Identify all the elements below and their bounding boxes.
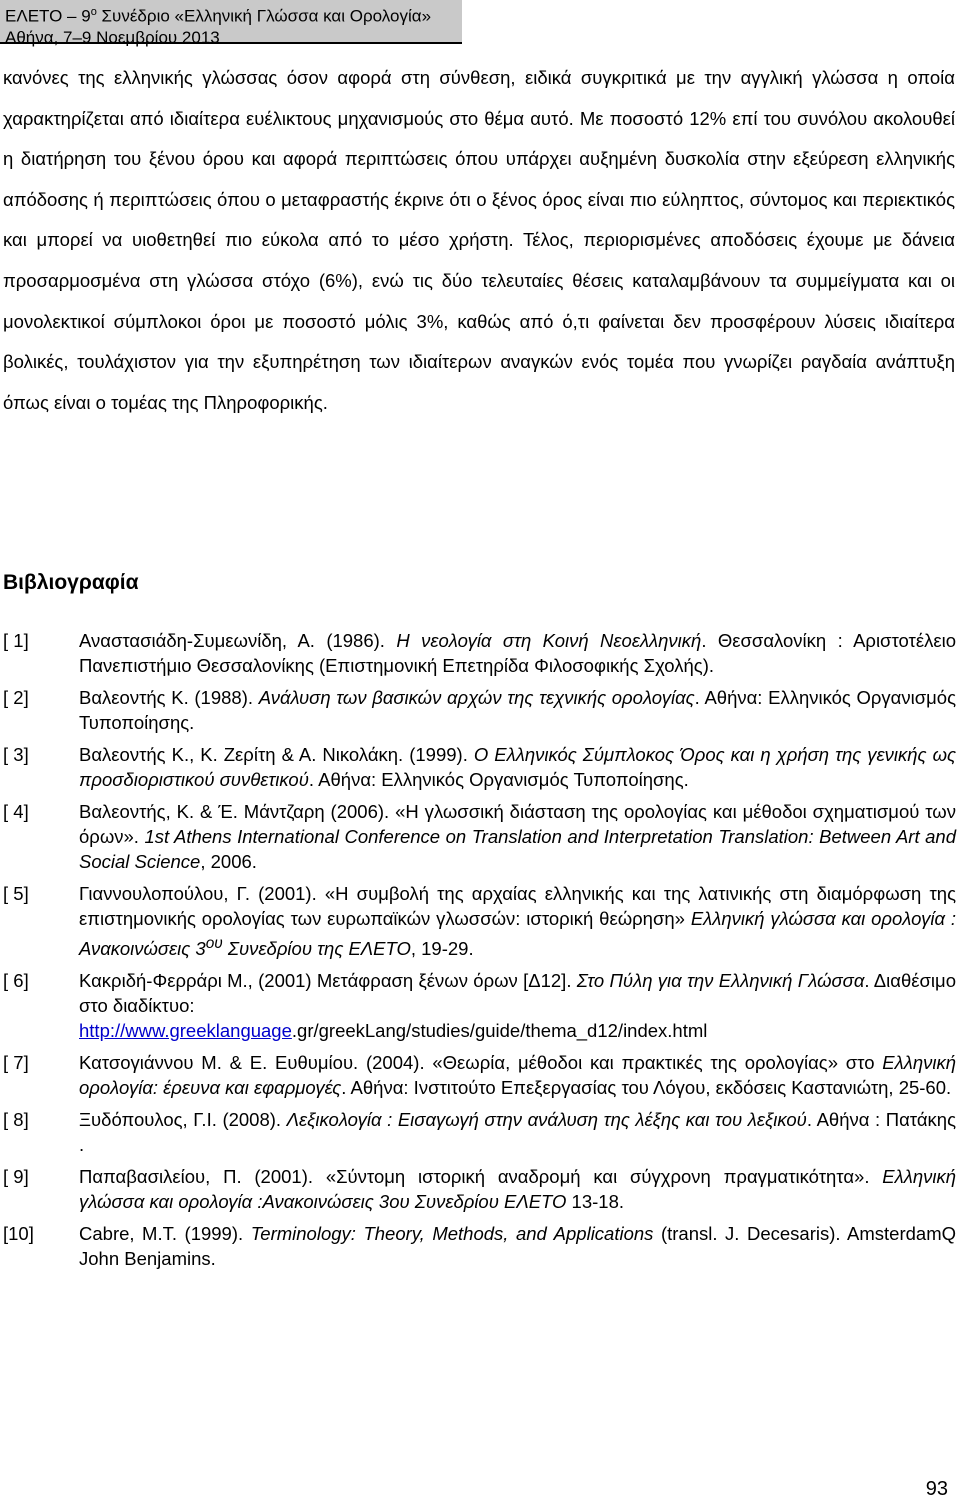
reference-number: [10] [3, 1223, 34, 1245]
reference-text: Cabre, M.T. (1999). Terminology: Theory, Methods, and Applications (transl. J. Decesaris). AmsterdamQ John Benjamins. [79, 1223, 956, 1270]
reference-item [3, 799, 956, 874]
page-number: 93 [925, 1478, 948, 1500]
reference-item [3, 742, 956, 792]
running-header [0, 0, 462, 47]
reference-number: [ 5] [3, 883, 29, 904]
body-paragraph: κανόνες της ελληνικής γλώσσας όσον αφορά στη σύνθεση, ειδικά συγκριτικά με την αγγλική γλώσσα η οποία χαρακτηρίζεται από ιδιαίτερα ευέλικτους μηχανισμούς στο θέμα αυτό. Με ποσοστό 12% επί του συνόλου ακολουθεί η διατήρηση του ξένου όρου και αφορά περιπτώσεις όπου υπάρχει αυξημένη δυσκολία στην εξεύρεση ελληνικής απόδοσης ή περιπτώσεις όπου ο μεταφραστής έκρινε ότι ο ξένος όρος είναι πιο εύληπτος, σύντομος και περιεκτικός και μπορεί να υιοθετηθεί πιο εύκολα από το μέσο χρήστη. Τέλος, περιορισμένες αποδόσεις έχουμε με δάνεια προσαρμοσμένα στη γλώσσα στόχο (6%), ενώ τις δύο τελευταίες θέσεις καταλαμβάνουν τα συμμείγματα και οι μονολεκτικοί σύμπλοκοι όροι με ποσοστό μόλις 3%, καθώς από ό,τι φαίνεται δεν προσφέρουν λύσεις ιδιαίτερα βολικές, τουλάχιστον για την εξυπηρέτηση των ιδιαίτερων αναγκών ενός τομέα που γνωρίζει ραγδαία ανάπτυξη όπως είναι ο τομέας της Πληροφορικής. [3, 67, 955, 413]
reference-text: Ξυδόπουλος, Γ.Ι. (2008). Λεξικολογία : Εισαγωγή στην ανάλυση της λέξης και του λεξικού. Αθήνα : Πατάκης . [79, 1109, 956, 1156]
reference-item [3, 1107, 956, 1157]
reference-number: [ 3] [3, 744, 29, 765]
reference-number: [ 9] [3, 1166, 29, 1188]
reference-text: Γιαννουλοπούλου, Γ. (2001). «Η συμβολή της αρχαίας ελληνικής και της λατινικής στη διαμόρφωση της επιστημονικής ορολογίας των ευρωπαϊκών γλωσσών: ιστορική θεώρηση» Ελληνική γλώσσα και ορολογία : Ανακοινώσεις $3^{o\upsilon}$ Συνεδρίου της ΕΛΕΤΟ, 19-29. [79, 883, 956, 960]
reference-text: Αναστασιάδη-Συμεωνίδη, Α. (1986). Η νεολογία στη Κοινή Νεοελληνική. Θεσσαλονίκη : Αριστοτέλειο Πανεπιστήμιο Θεσσαλονίκης (Επιστημονική Επετηρίδα Φιλοσοφικής Σχολής). [79, 630, 956, 676]
reference-number: [ 7] [3, 1052, 29, 1074]
bibliography-list [3, 628, 956, 1278]
reference-number: [ 8] [3, 1109, 29, 1131]
reference-number: [ 6] [3, 970, 29, 992]
reference-number: [ 1] [3, 630, 29, 651]
reference-number: [ 4] [3, 801, 29, 822]
bibliography-heading: Βιβλιογραφία [3, 571, 139, 594]
reference-item [3, 968, 956, 1043]
header-date: Αθήνα, 7–9 Νοεμβρίου 2013 [5, 27, 220, 47]
reference-item [3, 1221, 956, 1271]
reference-number: [ 2] [3, 687, 29, 708]
reference-text: Βαλεοντής, Κ. & Έ. Μάντζαρη (2006). «Η γλωσσική διάσταση της ορολογίας και μέθοδοι σχηματισμού των όρων». 1st Athens International Conference on Translation and Interpretation Translation: Between Art and Social Science, 2006. [79, 801, 956, 872]
reference-item [3, 1050, 956, 1100]
reference-item [3, 1164, 956, 1214]
reference-item [3, 685, 956, 735]
reference-text: Κακριδή-Φερράρι Μ., (2001) Μετάφραση ξένων όρων [Δ12]. Στο Πύλη για την Ελληνική Γλώσσα. Διαθέσιμο στο διαδίκτυο: http://www.greeklanguage.gr/greekLang/studies/guide/thema_d12/index.html [79, 970, 956, 1042]
reference-text: Βαλεοντής Κ. (1988). Ανάλυση των βασικών αρχών της τεχνικής ορολογίας. Αθήνα: Ελληνικός Οργανισμός Τυποποίησης. [79, 687, 956, 733]
reference-text: Παπαβασιλείου, Π. (2001). «Σύντομη ιστορική αναδρομή και σύγχρονη πραγματικότητα». Ελληνική γλώσσα και ορολογία :Ανακοινώσεις 3ου Συνεδρίου ΕΛΕΤΟ 13-18. [79, 1166, 956, 1213]
reference-item [3, 881, 956, 961]
reference-text: Κατσογιάννου Μ. & Ε. Ευθυμίου. (2004). «Θεωρία, μέθοδοι και πρακτικές της ορολογίας» στο Ελληνική ορολογία: έρευνα και εφαρμογές. Αθήνα: Ινστιτούτο Επεξεργασίας του Λόγου, εκδόσεις Καστανιώτη, 25-60. [79, 1052, 956, 1099]
reference-item [3, 628, 956, 678]
header-conference: ΕΛΕΤΟ – $9^o$ Συνέδριο «Ελληνική Γλώσσα και Ορολογία» [5, 6, 432, 26]
reference-link[interactable]: http://www.greeklanguage [79, 1020, 292, 1042]
reference-text: Βαλεοντής Κ., Κ. Ζερίτη & Α. Νικολάκη. (1999). Ο Ελληνικός Σύμπλοκος Όρος και η χρήση της γενικής ως προσδιοριστικού συνθετικού. Αθήνα: Ελληνικός Οργανισμός Τυποποίησης. [79, 744, 956, 790]
